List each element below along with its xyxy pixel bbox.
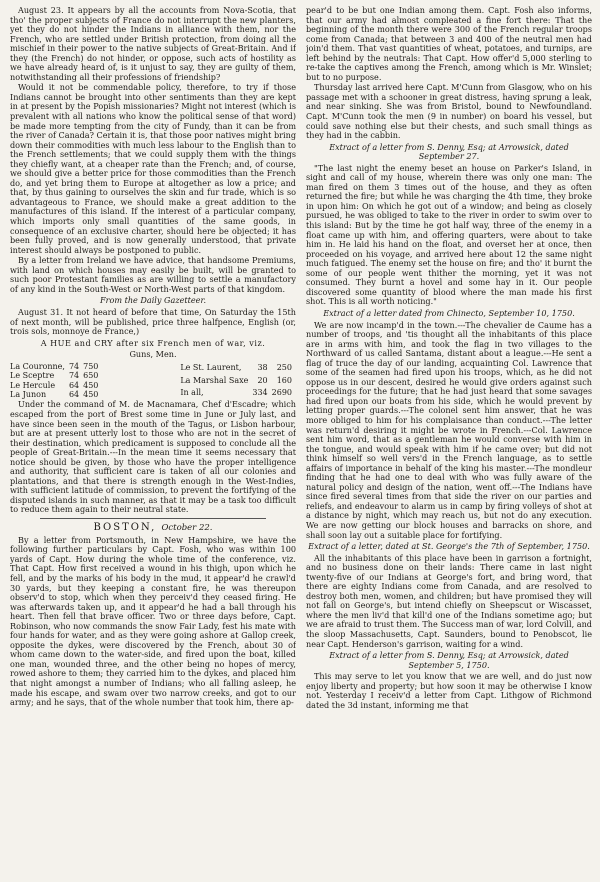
article-denny-letter: This may serve to let you know that we are well, and do just now enjoy liberty and property; but how soon it may be otherwise I know not. Yesterday I receiv'd a letter from Capt. Lithgow of Richmond dated the 3d instant, informing me that <box>306 671 592 710</box>
left-column <box>10 6 296 878</box>
ship-row: La Couronne, 74 750 <box>10 361 99 371</box>
ship-table-right <box>180 362 296 400</box>
ship-total-row: In all, 334 2690 <box>180 388 292 398</box>
section-divider <box>40 518 266 519</box>
article-nova-scotia: August 23. It appears by all the accounts from Nova-Scotia, that tho' the proper subjects of France do not interrupt the new planters, yet they do not hinder the Indians in alliance with them, nor the French, who are settled under British protection, from doing all the mischief in their power to the native subjects of Great-Britain. And if they (the French) do not hinder, or oppose, such acts of hostility as we have already heard of, is it unjust to say, they are guilty of them, notwithstanding all their professions of friendship? <box>10 6 296 82</box>
article-chinecto-camp: We are now incamp'd in the town.---The chevalier de Caume has a number of troops, and 'tis thought all the inhabitants of this place are in arms with him, and took the flag in two villages to the Northward of us called Santama, distant about a league.---He sent a flag of truce the day of our landing, acquainting Col. Lawrence that some of the seamen had fired upon his troops, which, as he did not oppose us in our descent, desired he would give orders against such proceedings for the future; that he had just heard that some savages had fired upon our boats from his side, which he would prevent by letting proper guards.---The colonel sent him answer, that he was more obliged to him for his complaisance than conduct.---The letter was return'd desiring it might be wrote in French.---Col. Lawrence sent him word, that as a gentleman he would converse with him in the tongue, and would speak with him if he came over; but did not think himself so well vers'd in the French language, as to settle affairs of importance in behalf of the king his master.---The mondleur finding that he had one to deal with who was fully aware of the natural policy and design of the nation, went off.---The Indians have since fired several times from that side the river on our parties and reliefs, and endeavour to alarm us in camp by firing volleys of shot at a distance by night, which may reach us, but not do any execution. We are now getting our block houses and barracks on shore, and shall soon lay out a suitable place for fortifying. <box>306 319 592 540</box>
article-macnamara: Under the command of M. de Macnamara, Chef d'Escadre; which escaped from the port of Brest some time in June or July last, and have since been seen in the mouth of the Tagus, or Lisbon harbour, but are at present utterly lost to those who are not in the secret of their destination, which predicament is supposed to conclude all the people of Great-Britain.---In the mean time it seems necessary that notice should be given, by those who have the proper intelligence and authority, that sufficient care is taken of all our colonies and plantations, and that there is strength enough in the West-Indies, with sufficient latitude of commission, to prevent the fortifying of the disputed islands in such manner, as that it may be a task too difficult to reduce them again to their neutral state. <box>10 399 296 515</box>
ship-list <box>10 362 296 400</box>
article-portsmouth: By a letter from Portsmouth, in New Hampshire, we have the following further particulars by Capt. Fosh, who was within 100 yards of Capt. How during the whole time of the conference, viz. That Capt. How first received a wound in his thigh, upon which he fell, and by the marks of his body in the mud, it appear'd he crawl'd 30 yards, but they keeping a constant fire, he was thereupon observ'd to stop, which when they perceiv'd they ceased firing. He was afterwards taken up, and it appear'd he had a ball through his heart. Then fell that brave officer. Two or three days before, Capt. Robinson, who now commands the snow Fair Lady, fest his mate with four hands for water, and as they were going ashore at Gallop creek, opposite the dykes, were discovered by the French, about 30 of whom came down to the water-side, and fired upon the boat, killed one man, wounded three, and the other being no hopes of mercy, rowed ashore to them; they carried him to the dykes, and placed him that night amongst a number of Indians; who all falling asleep, he made his escape, and swam over two narrow creeks, and got to our army; and he says, that of the whole number that took him, there ap- <box>10 534 296 708</box>
hue-and-cry-heading: A HUE and CRY after six French men of war, viz. <box>40 337 266 348</box>
article-august-31: August 31. It not heard of before that time, On Saturday the 15th of next month, will be published, price three halfpence, English (or, trois sols, monnoye de France,) <box>10 306 296 337</box>
ship-columns-label: Guns, Men. <box>129 349 177 360</box>
article-portsmouth-continued: pear'd to be but one Indian among them. Capt. Fosh also informs, that our army had almost compleated a fine fort there: That the beginning of the month there were 300 of the French regular troops come from Canada; that between 3 and 400 of the neutral men had join'd them. That vast quantities of wheat, potatoes, and turnips, are left behind by the neutrals: That Capt. How offer'd 5,000 sterling to re-take the captives among the French, among which is Mr. Winslet; but to no purpose. <box>306 6 592 82</box>
ship-row: Le St. Laurent, 38 250 <box>180 363 292 373</box>
ship-table-left <box>10 362 102 400</box>
extract-denny-sept-5: Extract of a letter from S. Denny, Esq; at Arrowsick, dated September 5, 1750. <box>329 650 569 670</box>
article-parkers-island: "The last night the enemy beset an house on Parker's Island, in sight and call of my house, wherein there was only one man: The man fired on them 3 times out of the house, and they as often returned the fire; but while he was charging the 4th time, they broke in upon him: On which he got out of a window; and being as closely pursued, he was obliged to take to the river in order to swim over to this island: But by the time he got half way, three of the enemy in a float came up with him, and offering quarters, were about to take him in. He laid his hand on the float, and overset her at once, then proceeded on his voyage, and arrived here about 12 the same night much fatigued. The enemy set the house on fire; and tho' it burnt the some of our people went thither the morning, yet it was not consumed. They burnt a hovel and some hay in it. Our people discovered some quantity of blood where the man made his first shot. This is all worth noticing." <box>306 162 592 307</box>
source-line: From the Daily Gazetteer. <box>99 295 207 306</box>
ship-row: Le Sceptre 74 650 <box>10 371 99 381</box>
article-capt-mcunn: Thursday last arrived here Capt. M'Cunn from Glasgow, who on his passage met with a schooner in great distress, having sprung a leak, and near sinking. She was from Bristol, bound to Newfoundland. Capt. M'Cunn took the men (9 in number) on board his vessel, but could save nothing else but their chests, and such small things as they had in the cabbin. <box>306 82 592 141</box>
extract-denny-sept-27: Extract of a letter from S. Denny, Esq; at Arrowsick, dated September 27. <box>329 141 569 162</box>
boston-heading <box>10 522 296 534</box>
right-column <box>306 6 592 878</box>
ship-row: La Marshal Saxe 20 160 <box>180 375 292 385</box>
boston-date: October 22. <box>161 523 213 533</box>
extract-chinecto: Extract of a letter dated from Chinecto, September 10, 1750. <box>323 307 575 318</box>
article-indian-policy: Would it not be commendable policy, therefore, to try if those Indians cannot be brought into other sentiments than they are kept in at present by the Popish missionaries? Might not interest (which is prevalent with all nations who know the political sense of that word) be made more tempting from the city of Fundy, than it can be from the river of Canada? Certain it is, that those poor natives might bring down their commodities with much less labour to the English than to the French settlements; that we could supply them with the things they chiefly want, at a cheaper rate than the French; and, of course, we should give a better price for those commodities than the French do, and yet bring them to Europe at altogether as low a price; and that, by thus gaining to ourselves the skin and fur trade, which is so advantageous to France, we should make a great addition to the manufactures of this island. If the interest of a particular company, which imports only small quantities of the same goods, in consequence of an exclusive charter, should here be objected; it has been fully proved, and is now generally understood, that private interest should always be postponed to public. <box>10 82 296 255</box>
article-ireland-premiums: By a letter from Ireland we have advice, that handsome Premiums, with land on which houses may easily be built, will be granted to such poor Protestant families as are willing to settle a manufactory of any kind in the South-West or North-West parts of that kingdom. <box>10 255 296 294</box>
boston-title: BOSTON, <box>93 522 157 533</box>
ship-row: Le Hercule 64 450 <box>10 380 99 390</box>
ship-row: La Junon 64 450 <box>10 390 99 399</box>
extract-st-georges: Extract of a letter, dated at St. George's the 7th of September, 1750. <box>308 541 590 552</box>
article-st-georges: All the inhabitants of this place have been in garrison a fortnight, and no business done on their lands: There came in last night twenty-five of our Indians at George's fort, and bring word, that there are eighty Indians come from Canada, and are resolved to destroy both men, women, and children; but have promised they will not fall on George's, but intend chiefly on Sheepscut or Wiscasset, where the men liv'd that kill'd one of the Indians sometime ago; but we are afraid to trust them. The Success man of war, lord Colvill, and the sloop Massachusetts, Capt. Saunders, bound to Penobscot, lie near Capt. Henderson's garrison, waiting for a wind. <box>306 552 592 649</box>
